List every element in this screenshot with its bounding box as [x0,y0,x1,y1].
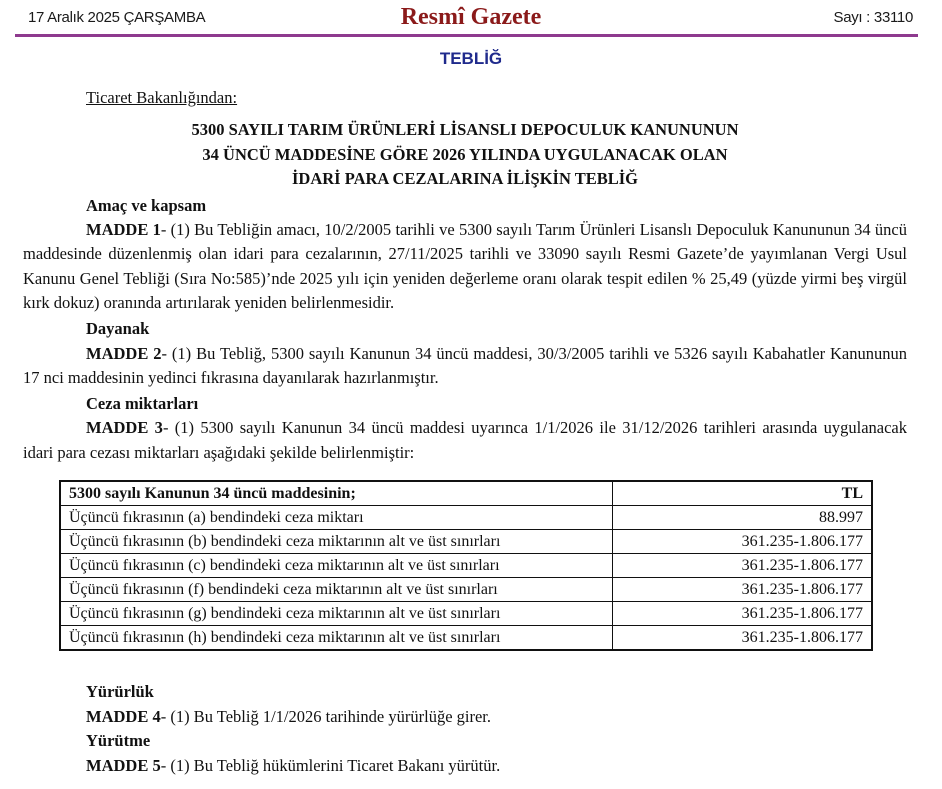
title-line: 34 ÜNCÜ MADDESİNE GÖRE 2026 YILINDA UYGULANACAK OLAN [202,144,728,164]
article-text: - (1) Bu Tebliğ, 5300 sayılı Kanunun 34 üncü maddesi, 30/3/2005 tarihli ve 5326 sayılı Kabahatler Kanununun 17 nci maddesinin yedinci fıkrasına dayanılarak hazırlanmıştır. [23,343,908,387]
document-body [23,86,907,465]
penalty-table [59,480,873,651]
article-label: MADDE 2 [86,343,162,363]
issuer: Ticaret Bakanlığından: [86,88,238,107]
article-text: - (1) Bu Tebliğ hükümlerini Ticaret Bakanı yürütür. [160,755,501,775]
table-row [60,626,872,651]
table-cell-description: Üçüncü fıkrasının (a) bendindeki ceza miktarı [60,506,613,530]
publication-title: Resmî Gazete [400,4,542,30]
article-heading: Dayanak [86,319,150,339]
article-heading: Ceza miktarları [86,394,199,414]
gazette-header [0,0,942,40]
article-2 [23,342,907,391]
article-label: MADDE 4 [86,706,161,726]
article-label: MADDE 3 [86,418,163,438]
title-line: 5300 SAYILI TARIM ÜRÜNLERİ LİSANSLI DEPOCULUK KANUNUNUN [191,120,739,140]
table-header-cell: TL [613,481,873,506]
article-1 [23,218,907,315]
table-cell-amount: 361.235-1.806.177 [613,530,873,554]
article-3 [23,416,907,465]
issue-date: 17 Aralık 2025 ÇARŞAMBA [28,9,206,26]
article-label: MADDE 1 [86,220,161,240]
table-cell-amount: 361.235-1.806.177 [613,626,873,651]
article-heading: Amaç ve kapsam [86,195,207,215]
table-cell-amount: 361.235-1.806.177 [613,554,873,578]
issue-number: Sayı : 33110 [833,9,913,26]
table-row [60,530,872,554]
table-cell-description: Üçüncü fıkrasının (f) bendindeki ceza miktarının alt ve üst sınırları [60,578,613,602]
header-divider [15,34,918,37]
table-row [60,578,872,602]
closing-articles [86,680,500,778]
article-label: MADDE 5 [86,755,161,775]
table-cell-amount: 88.997 [613,506,873,530]
article-text: - (1) Bu Tebliğ 1/1/2026 tarihinde yürürlüğe girer. [160,706,492,726]
table-row [60,602,872,626]
table-cell-description: Üçüncü fıkrasının (c) bendindeki ceza miktarının alt ve üst sınırları [60,554,613,578]
table-header-row [60,481,872,506]
article-heading: Yürütme [86,731,151,750]
document-type: TEBLİĞ [439,49,503,68]
table-cell-description: Üçüncü fıkrasının (b) bendindeki ceza miktarının alt ve üst sınırları [60,530,613,554]
table-header-cell: 5300 sayılı Kanunun 34 üncü maddesinin; [60,481,613,506]
document-title [23,118,907,192]
table-row [60,506,872,530]
table-cell-amount: 361.235-1.806.177 [613,602,873,626]
article-text: - (1) Bu Tebliğin amacı, 10/2/2005 tarihli ve 5300 sayılı Tarım Ürünleri Lisanslı Depoculuk Kanununun 34 üncü maddesinde düzenlenmiş olan idari para cezalarının, 27/11/2025 tarihli ve 33090 sayılı Resmi Gazete’de yayımlanan Vergi Usul Kanunu Genel Tebliği (Sıra No:585)’nde 2025 yılı için yeniden değerleme oranı olarak tespit edilen % 25,49 (yüzde yirmi beş virgül kırk dokuz) oranında artırılarak yeniden belirlenmesidir. [23,220,908,312]
title-line: İDARİ PARA CEZALARINA İLİŞKİN TEBLİĞ [292,169,638,189]
article-text: - (1) 5300 sayılı Kanunun 34 üncü maddesi uyarınca 1/1/2026 ile 31/12/2026 tarihleri arasında uygulanacak idari para cezası miktarları aşağıdaki şekilde belirlenmiştir: [23,418,908,462]
article-5 [86,754,500,779]
article-4 [86,705,500,730]
table-cell-description: Üçüncü fıkrasının (h) bendindeki ceza miktarının alt ve üst sınırları [60,626,613,651]
article-heading: Yürürlük [86,682,154,701]
table-cell-description: Üçüncü fıkrasının (g) bendindeki ceza miktarının alt ve üst sınırları [60,602,613,626]
table-row [60,554,872,578]
table-cell-amount: 361.235-1.806.177 [613,578,873,602]
